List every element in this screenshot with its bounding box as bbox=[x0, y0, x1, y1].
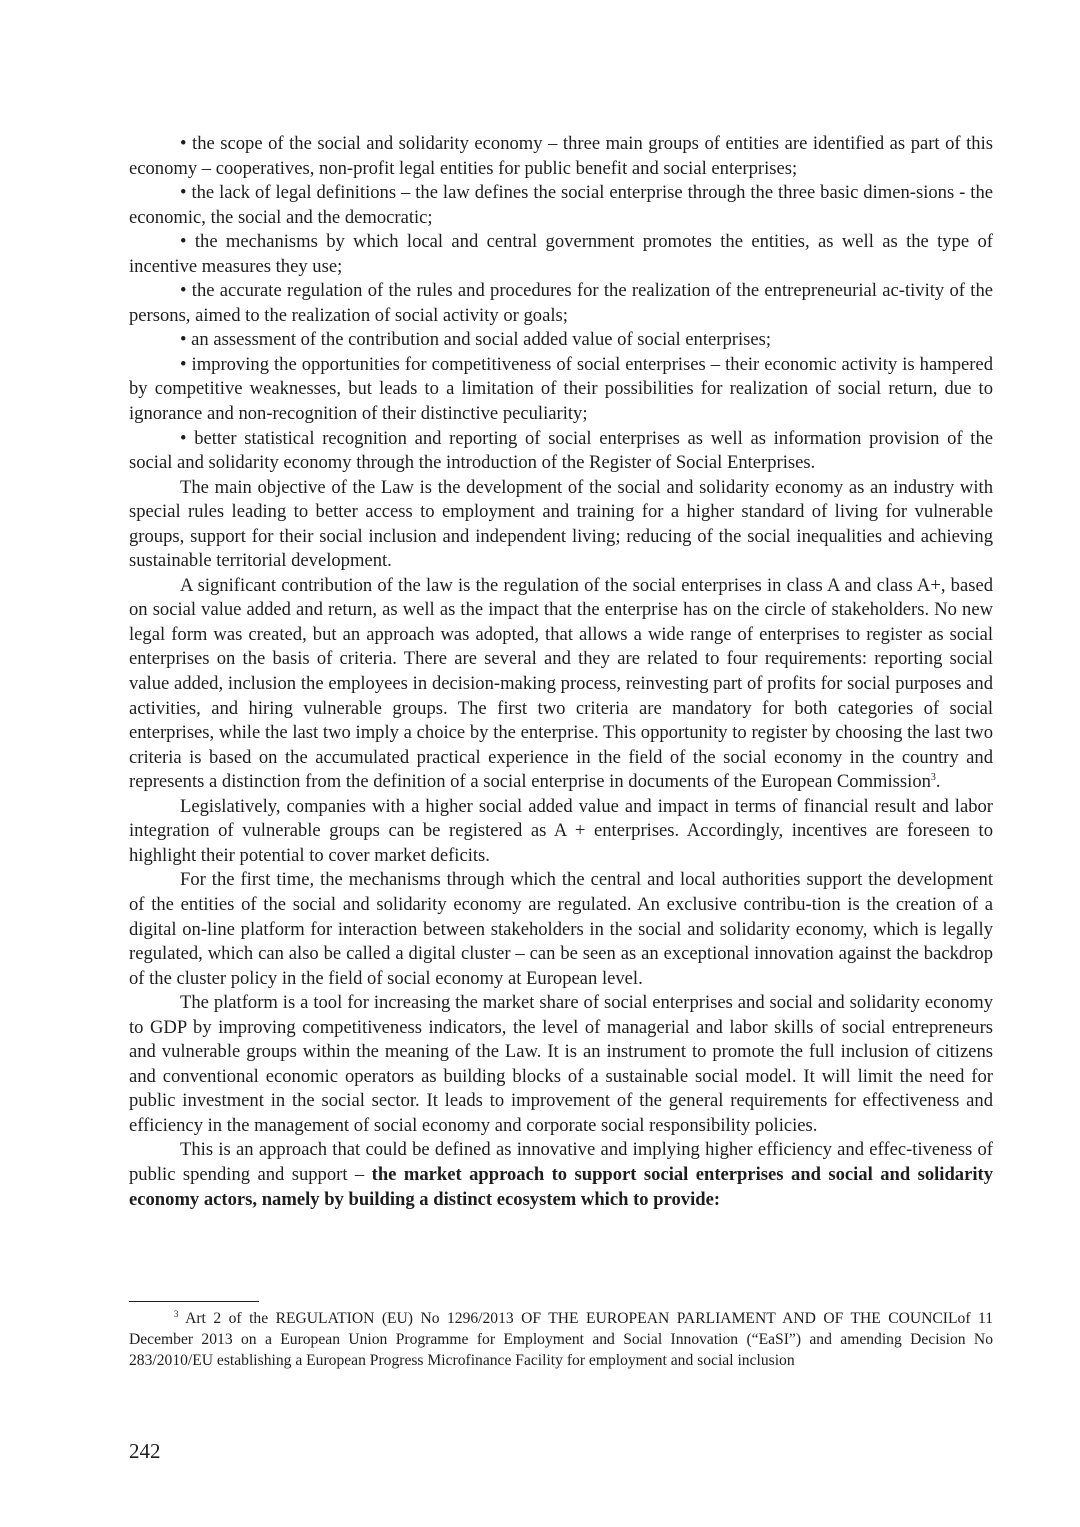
bullet-item: • the accurate regulation of the rules and procedures for the realization of the entrepreneurial ac-tivity of the persons, aimed to the realization of social activity or goals; bbox=[129, 280, 993, 326]
paragraph-approach bbox=[129, 1138, 993, 1212]
paragraph-bold-text: the market approach to support social enterprises and social and solidarity economy actors, namely by building a distinct ecosystem which to provide: bbox=[129, 1163, 993, 1210]
bullet-item: • the scope of the social and solidarity economy – three main groups of entities are identified as part of this economy – cooperatives, non-profit legal entities for public benefit and social enterprises; bbox=[129, 133, 993, 179]
footnote-reference: 3 bbox=[930, 772, 936, 784]
page-body bbox=[129, 132, 993, 1212]
footnote-divider bbox=[129, 1301, 259, 1302]
paragraph-text-end: . bbox=[935, 771, 941, 793]
footnote-marker: 3 bbox=[174, 1308, 179, 1319]
page-number: 242 bbox=[129, 1439, 161, 1463]
paragraph-text: A significant contribution of the law is the regulation of the social enterprises in class A and class A+, based on social value added and return, as well as the impact that the enterprise has on the circle of stakeholders. No new legal form was created, but an approach was adopted, that allows a wide range of enterprises to register as social enterprises on the basis of criteria. There are several and they are related to four requirements: reporting social value added, inclusion the employees in decision-making process, reinvesting part of profits for social purposes and activities, and hiring vulnerable groups. The first two criteria are mandatory for both categories of social enterprises, while the last two imply a choice by the enterprise. This opportunity to register by choosing the last two criteria is based on the accumulated practical experience in the field of the social economy in the country and represents a distinction from the definition of a social enterprise in documents of the European Commission bbox=[129, 574, 993, 793]
paragraph-platform: The platform is a tool for increasing the market share of social enterprises and social and solidarity economy to GDP by improving competitiveness indicators, the level of managerial and labor skills of social entrepreneurs and vulnerable groups within the meaning of the Law. It is an instrument to promote the full inclusion of citizens and conventional economic operators as building blocks of a sustainable social model. It will limit the need for public investment in the social sector. It leads to improvement of the general requirements for effectiveness and efficiency in the management of social economy and corporate social responsibility policies. bbox=[129, 992, 993, 1136]
bullet-item: • the mechanisms by which local and central government promotes the entities, as well as the type of incentive measures they use; bbox=[129, 231, 993, 277]
bullet-item: • better statistical recognition and reporting of social enterprises as well as information provision of the social and solidarity economy through the introduction of the Register of Social Enterprises. bbox=[129, 427, 993, 474]
bullet-item: • improving the opportunities for competitiveness of social enterprises – their economic activity is hampered by competitive weaknesses, but leads to a limitation of their possibilities for realization of social return, due to ignorance and non-recognition of their distinctive peculiarity; bbox=[129, 353, 993, 425]
paragraph-significant-contribution bbox=[129, 574, 993, 795]
bullet-item: • an assessment of the contribution and social added value of social enterprises; bbox=[180, 329, 772, 351]
paragraph-first-time: For the first time, the mechanisms through which the central and local authorities support the development of the entities of the social and solidarity economy are regulated. An exclusive contribu-tion is the creation of a digital on-line platform for interaction between stakeholders in the social and solidarity economy, which is legally regulated, which can also be called a digital cluster – can be seen as an exceptional innovation against the backdrop of the cluster policy in the field of social economy at European level. bbox=[129, 869, 993, 989]
paragraph-main-objective: The main objective of the Law is the development of the social and solidarity economy as an industry with special rules leading to better access to employment and training for a higher standard of living for vulnerable groups, support for their social inclusion and independent living; reducing of the social inequalities and achieving sustainable territorial development. bbox=[129, 476, 993, 572]
footnote bbox=[129, 1308, 993, 1372]
footnote-text: Art 2 of the REGULATION (EU) No 1296/2013 OF THE EUROPEAN PARLIAMENT AND OF THE COUNCILof 11 December 2013 on a European Union Programme for Employment and Social Innovation (“EaSI”) and amending Decision No 283/2010/EU establishing a European Progress Microfinance Facility for employment and social inclusion bbox=[129, 1310, 993, 1370]
bullet-item: • the lack of legal definitions – the law defines the social enterprise through the three basic dimen-sions - the economic, the social and the democratic; bbox=[129, 182, 993, 228]
paragraph-text: This is an approach that could be defined as innovative and implying higher efficiency and effec-tiveness of public spending and support – bbox=[129, 1139, 993, 1185]
paragraph-legislatively: Legislatively, companies with a higher social added value and impact in terms of financial result and labor integration of vulnerable groups can be registered as A + enterprises. Accordingly, incentives are foreseen to highlight their potential to cover market deficits. bbox=[129, 795, 993, 866]
